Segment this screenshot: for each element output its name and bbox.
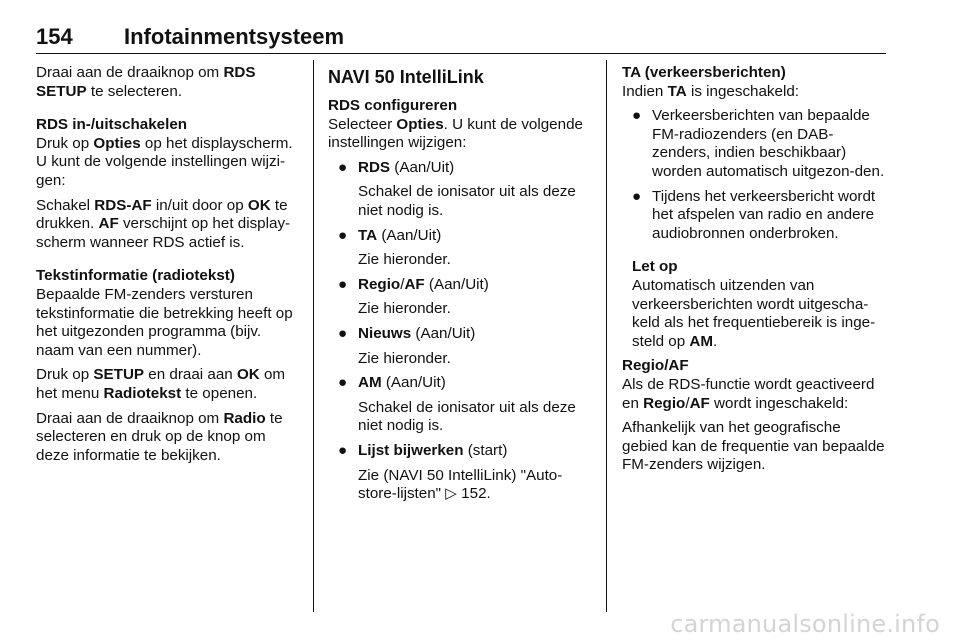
list-item-description: Schakel de ionisator uit als deze niet nodig is. [358, 398, 576, 435]
page-reference[interactable]: 152. [456, 485, 491, 503]
list-item-nieuws: ● Nieuws (Aan/Uit) [338, 324, 476, 342]
bullet-icon: ● [338, 441, 348, 459]
ta-bullet-2: ● Tijdens het verkeersbericht wordt het afspelen van radio en andere audiobronnen onderbroken. [632, 187, 876, 242]
radiotext-paragraph-2: Druk op SETUP en draai aan OK om het menu Radiotekst te openen. [36, 366, 286, 402]
regio-paragraph-1: Als de RDS-functie wordt geactiveerd en Regio/AF wordt ingeschakeld: [622, 375, 875, 412]
rds-toggle-paragraph-2: Schakel RDS-AF in/uit door op OK te drukken. AF verschijnt op het display-scherm wanneer RDS actief is. [36, 196, 291, 251]
column-divider-2 [606, 60, 607, 612]
radiotext-paragraph-3: Draai aan de draaiknop om Radio te selecteren en druk op de knop om deze informatie te bekijken. [36, 409, 283, 464]
column-divider-1 [313, 60, 314, 612]
chapter-title: Infotainmentsysteem [124, 24, 345, 49]
list-item-description: Zie (NAVI 50 IntelliLink) "Auto-store-lijsten" ▷ 152. [358, 466, 563, 503]
rds-config-intro: Selecteer Opties. U kunt de volgende instellingen wijzigen: [328, 115, 583, 152]
page-header [36, 24, 886, 54]
list-item-description: Schakel de ionisator uit als deze niet nodig is. [358, 183, 576, 219]
note-box [622, 258, 886, 351]
bullet-icon: ● [632, 187, 642, 205]
column-2 [328, 64, 594, 504]
regio-heading: Regio/AF [622, 357, 689, 375]
page-reference-icon: ▷ [445, 485, 457, 503]
list-item-description: Zie hieronder. [358, 349, 451, 367]
list-item-am: ● AM (Aan/Uit) [338, 374, 446, 392]
list-item-rds: ● RDS (Aan/Uit) [338, 158, 455, 176]
rds-config-heading: RDS configureren [328, 97, 458, 114]
list-item-regio-af: ● Regio/AF (Aan/Uit) [338, 275, 489, 293]
column-3 [622, 64, 886, 475]
ta-heading: TA (verkeersberichten) [622, 64, 786, 81]
note-heading: Let op [632, 258, 678, 276]
regio-paragraph-2: Afhankelijk van het geografische gebied kan de frequentie van bepaalde FM-zenders wijzigen. [622, 419, 885, 474]
header-rule [36, 53, 886, 54]
bullet-icon: ● [338, 226, 348, 244]
page-number: 154 [36, 24, 73, 49]
rds-toggle-paragraph-1: Druk op Opties op het displayscherm. U kunt de volgende instellingen wijzi-gen: [36, 134, 293, 189]
ta-bullet-1: ● Verkeersberichten van bepaalde FM-radiozenders (en DAB-zenders, indien beschikbaar) worden automatisch uitgezon-den. [632, 107, 885, 180]
watermark: carmanualsonline.info [670, 610, 940, 638]
list-item-description: Zie hieronder. [358, 251, 451, 269]
list-item-lijst-bijwerken: ● Lijst bijwerken (start) [338, 441, 508, 459]
ta-paragraph: Indien TA is ingeschakeld: [622, 82, 800, 100]
column-1 [36, 64, 302, 465]
bullet-icon: ● [338, 275, 348, 293]
list-item-ta: ● TA (Aan/Uit) [338, 226, 442, 244]
rds-toggle-heading: RDS in-/uitschakelen [36, 116, 188, 134]
radiotext-paragraph-1: Bepaalde FM-zenders versturen tekstinformatie die betrekking heeft op het uitgezonden programma (bijv. naam van een nummer). [36, 285, 293, 359]
bullet-icon: ● [632, 107, 642, 125]
radiotext-heading: Tekstinformatie (radiotekst) [36, 267, 235, 285]
rds-setup-paragraph: Draai aan de draaiknop om RDS SETUP te selecteren. [36, 64, 256, 100]
note-text: Automatisch uitzenden van verkeersberichten wordt uitgescha-keld als het frequentiebereik is inge-steld op AM. [632, 276, 876, 350]
bullet-icon: ● [338, 374, 348, 392]
section-title: NAVI 50 IntelliLink [328, 67, 484, 87]
bullet-icon: ● [338, 158, 348, 176]
bullet-icon: ● [338, 324, 348, 342]
list-item-description: Zie hieronder. [358, 300, 451, 318]
